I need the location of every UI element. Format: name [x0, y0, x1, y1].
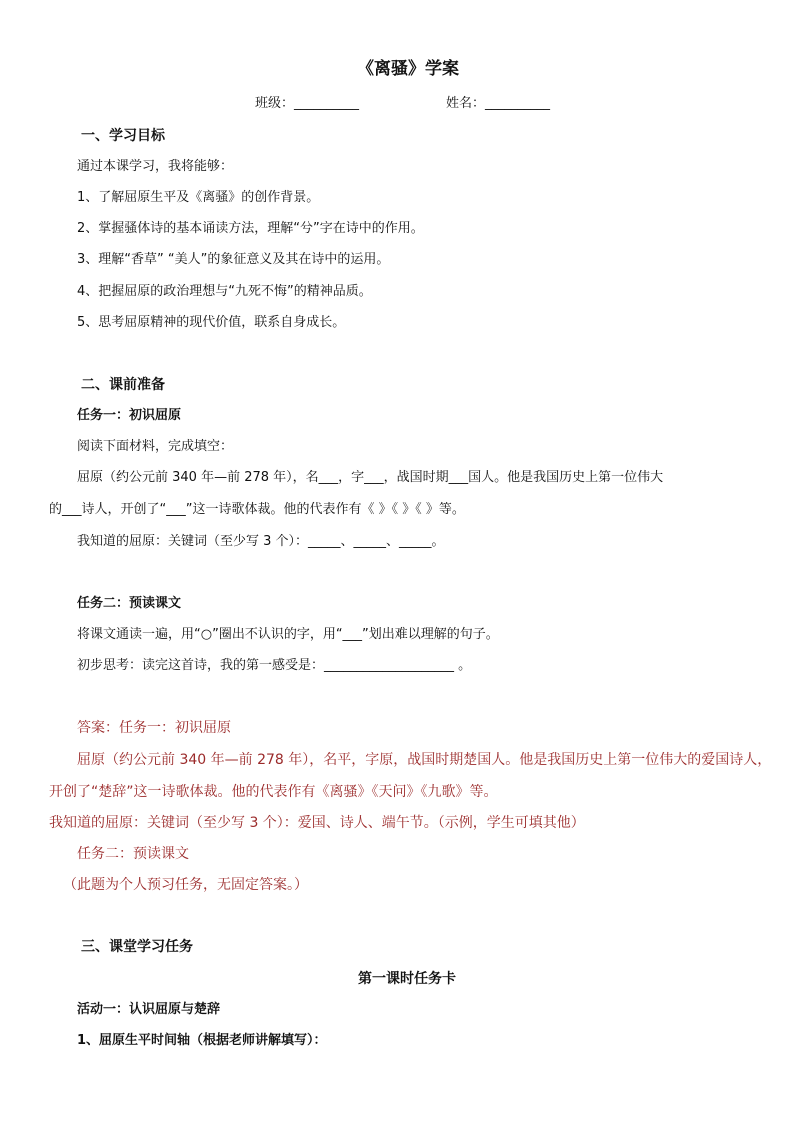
goal-item: 1、了解屈原生平及《离骚》的创作背景。	[77, 190, 320, 205]
task1-fill-line-3: 我知道的屈原：关键词（至少写 3 个）：_____、_____、_____。	[77, 534, 445, 549]
task1-title: 任务一：初识屈原	[77, 408, 182, 423]
answer-task2-heading: 任务二：预读课文	[77, 846, 189, 862]
class-field-label: 班级：__________	[255, 96, 360, 111]
timeline-prompt: 1、屈原生平时间轴（根据老师讲解填写）：	[77, 1033, 327, 1048]
answer-note: （此题为个人预习任务，无固定答案。）	[63, 877, 308, 893]
page-title: 《离骚》学案	[357, 59, 459, 79]
section-heading-goals: 一、学习目标	[81, 128, 165, 144]
task2-line-2: 初步思考：读完这首诗，我的第一感受是：____________________ 。	[77, 658, 472, 673]
answer-line: 屈原（约公元前 340 年—前 278 年），名平，字原，战国时期楚国人。他是我国历史上第一位伟大的爱国诗人，	[77, 752, 772, 768]
answer-line: 我知道的屈原：关键词（至少写 3 个）：爱国、诗人、端午节。（示例，学生可填其他）	[49, 815, 585, 831]
answer-heading: 答案：任务一：初识屈原	[77, 720, 231, 736]
task-card-title: 第一课时任务卡	[358, 971, 456, 987]
goal-item: 2、掌握骚体诗的基本诵读方法，理解“兮”字在诗中的作用。	[77, 221, 424, 236]
task1-fill-line-1: 屈原（约公元前 340 年—前 278 年），名___，字___，战国时期___国人。他是我国历史上第一位伟大	[77, 470, 664, 485]
task1-fill-line-2: 的___诗人，开创了“___”这一诗歌体裁。他的代表作有《 》《 》《 》等。	[49, 502, 465, 517]
goal-item: 5、思考屈原精神的现代价值，联系自身成长。	[77, 315, 346, 330]
goals-intro: 通过本课学习，我将能够：	[77, 159, 234, 174]
answer-line: 开创了“楚辞”这一诗歌体裁。他的代表作有《离骚》《天问》《九歌》等。	[49, 784, 498, 800]
section-heading-preparation: 二、课前准备	[81, 377, 165, 393]
task1-instruction: 阅读下面材料，完成填空：	[77, 439, 234, 454]
task2-title: 任务二：预读课文	[77, 596, 182, 611]
goal-item: 3、理解“香草” “美人”的象征意义及其在诗中的运用。	[77, 252, 390, 267]
goal-item: 4、把握屈原的政治理想与“九死不悔”的精神品质。	[77, 284, 372, 299]
section-heading-class-tasks: 三、课堂学习任务	[81, 939, 193, 955]
activity-one-title: 活动一：认识屈原与楚辞	[77, 1002, 221, 1017]
task2-line-1: 将课文通读一遍，用“○”圈出不认识的字，用“___”划出难以理解的句子。	[77, 627, 499, 642]
name-field-label: 姓名：__________	[446, 96, 551, 111]
